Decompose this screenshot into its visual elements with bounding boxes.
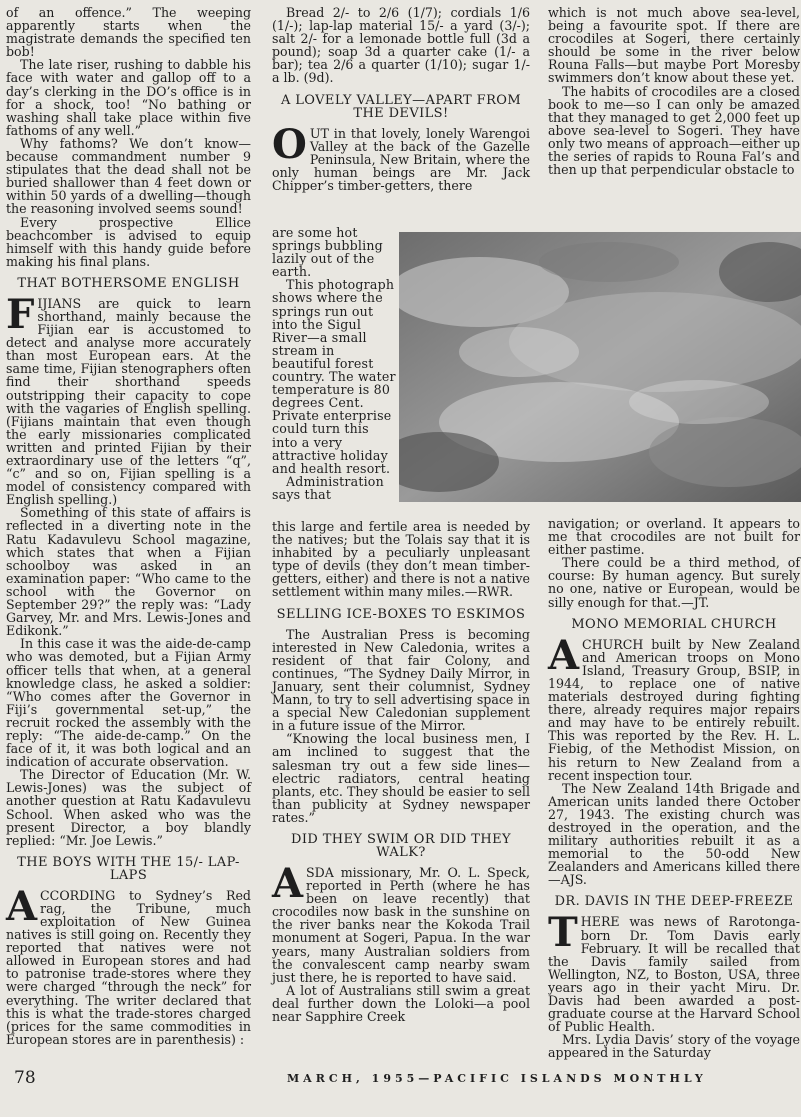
column-3-top xyxy=(548,6,800,176)
paragraph: In this case it was the aide-de-camp who was demoted, but a Fijian Army officer tells that when, at a general knowledge class, he asked a soldier: “Who comes after the Governor in Fiji’s governmental set-up,” the recruit rocked the assembly with the reply: “The aide-de-camp.” On the face of it, it was both logical and an indication of accurate observation. xyxy=(6,636,251,770)
column-2-bottom xyxy=(272,520,530,1023)
paragraph: Mrs. Lydia Davis’ story of the voyage appeared in the Saturday xyxy=(548,1032,800,1061)
paragraph: A lot of Australians still swim a great deal further down the Loloki—a pool near Sapphire Creek xyxy=(272,982,530,1024)
paragraph: are some hot springs bubbling lazily out of the earth. xyxy=(272,225,383,280)
heading-lap-laps: THE BOYS WITH THE 15/- LAP-LAPS xyxy=(17,854,240,883)
paragraph: “Knowing the local business men, I am inclined to suggest that the salesman try out a few side lines—electric radiators, central heating plants, etc. They should be easier to sell than publicity at Sydney newspaper rates.” xyxy=(272,731,530,825)
paragraph: Why fathoms? We don’t know—because commandment number 9 stipulates that the dead shall not be buried shallower than 4 feet down or within 50 yards of a dwelling—though the reasoning involved seems sound! xyxy=(6,135,251,217)
paragraph: The Australian Press is becoming interested in New Caledonia, writes a resident of that fair Colony, and continues, “The Sydney Daily Mirror, in January, sent their columnist, Sydney Mann, to try to sell advertising space in a special New Caledonian supplement in a future issue of the Mirror. xyxy=(272,626,530,734)
running-head: MARCH, 1955—PACIFIC ISLANDS MONTHLY xyxy=(287,1072,707,1085)
paragraph: There could be a third method, of course: By human agency. But surely no one, native or European, would be silly enough for that.—JT. xyxy=(548,555,800,610)
heading-swim-or-walk: DID THEY SWIM OR DID THEY WALK? xyxy=(291,831,511,860)
page-number: 78 xyxy=(14,1068,36,1088)
paragraph-text: SDA missionary, Mr. O. L. Speck, reported in Perth (where he has been on leave recently) that crocodiles now bask in the sunshine on the river banks near the Kokoda Trail monument at Sogeri, Papua. In the war years, many Australian soldiers from the convalescent camp nearby swam just there, he is reported to have said. xyxy=(272,864,530,985)
paragraph: Every prospective Ellice beachcomber is advised to equip himself with this handy guide before making his final plans. xyxy=(6,214,251,269)
paragraph-text: HERE was news of Rarotonga-born Dr. Tom Davis early February. It will be recalled that the Davis family sailed from Wellington, NZ, to Boston, USA, three years ago in their yacht Miru. Dr. Davis had been awarded a post-graduate course at the Harvard School of Public Health. xyxy=(548,914,800,1035)
hot-springs-photo xyxy=(399,232,801,502)
paragraph xyxy=(272,120,530,193)
river-photo-image xyxy=(399,232,801,502)
column-2-top xyxy=(272,6,530,192)
heading-lovely-valley: A LOVELY VALLEY—APART FROM THE DEVILS! xyxy=(280,92,522,121)
paragraph: of an offence.” The weeping apparently starts when the magistrate demands the specified ten bob! xyxy=(6,5,251,60)
paragraph: this large and fertile area is needed by the natives; but the Tolais say that it is inhabited by a peculiarly unpleasant type of devils (they don’t mean timber-getters, either) and there is not a native settlement within many miles.—RWR. xyxy=(272,519,530,600)
paragraph xyxy=(6,290,251,508)
heading-ice-boxes: SELLING ICE-BOXES TO ESKIMOS xyxy=(276,606,526,622)
heading-dr-davis: DR. DAVIS IN THE DEEP-FREEZE xyxy=(554,894,794,910)
heading-bothersome-english: THAT BOTHERSOME ENGLISH xyxy=(17,275,240,291)
paragraph: Administration says that xyxy=(272,473,384,502)
drop-cap: T xyxy=(548,909,578,957)
heading-mono-church: MONO MEMORIAL CHURCH xyxy=(571,616,777,632)
column-1 xyxy=(6,6,251,1046)
paragraph-text: IJIANS are quick to learn shorthand, mainly because the Fijian ear is accustomed to detect and analyse more accurately than most European ears. At the same time, Fijian stenographers often find their shorthand speeds outstripping their capacity to cope with the vagaries of English spelling. (Fijians maintain that even though the early missionaries complicated written and printed Fijian by their extraordinary use of the letters “q”, “c” and so on, Fijian spelling is a model of consistency compared with English spelling.) xyxy=(6,295,251,508)
paragraph: navigation; or overland. It appears to me that crocodiles are not built for either pastime. xyxy=(548,516,800,558)
photo-caption-column xyxy=(272,226,396,501)
paragraph: This photograph shows where the springs run out into the Sigul River—a small stream in beautiful forest country. The water temperature is 80 degrees Cent. Private enterprise could turn this into a very attractive holiday and health resort. xyxy=(272,277,396,476)
paragraph-text: CHURCH built by New Zealand and American troops on Mono Island, Treasury Group, BSIP, in 1944, to replace one of native materials destroyed during fighting there, already requires major repairs and may have to be entirely rebuilt. This was reported by the Rev. H. L. Fiebig, of the Methodist Mission, on his return to New Zealand from a recent inspection tour. xyxy=(548,636,800,783)
paragraph xyxy=(272,859,530,985)
paragraph-text: CCORDING to Sydney’s Red rag, the Tribune, much exploitation of New Guinea natives is still going on. Recently they reported that natives were not allowed in European stores and had to patronise trade-stores where they were charged “through the neck” for everything. The writer declared that this is what the trade-stores charged (prices for the same commodities in European stores are in parenthesis) : xyxy=(6,887,251,1047)
paragraph: Something of this state of affairs is reflected in a diverting note in the Ratu Kadavulevu School magazine, which states that when a Fijian schoolboy was asked in an examination paper: “Who came to the school with the Governor on September 29?” the reply was: “Lady Garvey, Mr. and Mrs. Lewis-Jones and Edikonk.” xyxy=(6,505,251,639)
drop-cap: A xyxy=(548,631,580,679)
drop-cap: F xyxy=(6,290,35,338)
drop-cap: A xyxy=(272,859,304,907)
paragraph xyxy=(548,909,800,1035)
column-3-bottom xyxy=(548,517,800,1059)
drop-cap: O xyxy=(272,120,307,168)
paragraph xyxy=(6,882,251,1047)
paragraph: The late riser, rushing to dabble his face with water and gallop off to a day’s clerking in the DO’s office is in for a shock, too! “No bathing or washing shall take place within five fathoms of any well.” xyxy=(6,57,251,138)
paragraph: The Director of Education (Mr. W. Lewis-Jones) was the subject of another question at Ratu Kadavulevu School. When asked who was the present Director, a boy blandly replied: “Mr. Joe Lewis.” xyxy=(6,767,251,848)
paragraph: The New Zealand 14th Brigade and American units landed there October 27, 1943. The existing church was destroyed in the operation, and the military authorities rebuilt it as a memorial to the 50-odd New Zealanders and Americans killed there—AJS. xyxy=(548,780,800,888)
paragraph: which is not much above sea-level, being a favourite spot. If there are crocodiles at Sogeri, there certainly should be some in the river below Rouna Falls—but maybe Port Moresby swimmers don’t know about these yet. xyxy=(548,5,800,86)
paragraph xyxy=(548,631,800,783)
drop-cap: A xyxy=(6,882,38,930)
paragraph: Bread 2/- to 2/6 (1/7); cordials 1/6 (1/-); lap-lap material 15/- a yard (3/-); salt 2/- for a lemonade bottle full (3d a pound); soap 3d a quarter cake (1/- a bar); tea 2/6 a quarter (1/10); sugar 1/- a lb. (9d). xyxy=(272,5,530,86)
page-footer xyxy=(0,1068,801,1098)
paragraph: The habits of crocodiles are a closed book to me—so I can only be amazed that they managed to get 2,000 feet up above sea-level to Sogeri. They have only two means of approach—either up the series of rapids to Rouna Fal’s and then up that perpendicular obstacle to xyxy=(548,83,800,178)
paragraph-text: UT in that lovely, lonely Warengoi Valley at the back of the Gazelle Peninsula, New Britain, where the only human beings are Mr. Jack Chipper’s timber-getters, there xyxy=(272,125,530,193)
